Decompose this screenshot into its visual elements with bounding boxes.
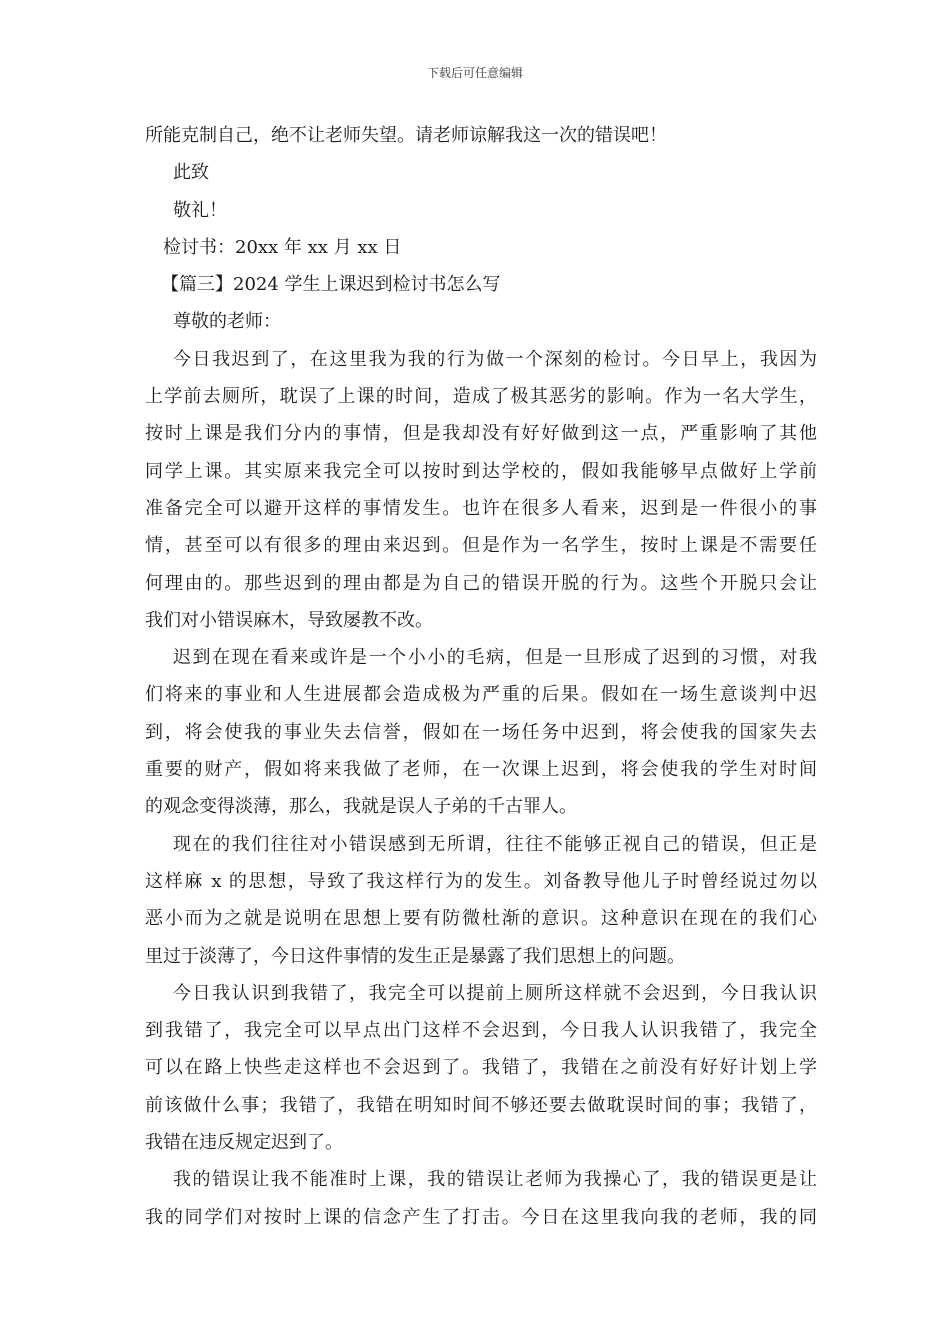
paragraph bbox=[145, 639, 817, 825]
text-line: 同学上课。其实原来我完全可以按时到达学校的，假如我能够早点做好上学前 bbox=[145, 460, 817, 482]
text-line: 上学前去厕所，耽误了上课的时间，造成了极其恶劣的影响。作为一名大学生， bbox=[145, 386, 817, 408]
closing-line: 敬礼！ bbox=[173, 199, 227, 221]
text-line: 前该做什么事；我错了，我错在明知时间不够还要去做耽误时间的事；我错了， bbox=[145, 1094, 817, 1116]
text-line: 现在的我们往往对小错误感到无所谓，往往不能够正视自己的错误，但正是 bbox=[173, 833, 817, 855]
text-line: 这样麻 x 的思想，导致了我这样行为的发生。刘备教导他儿子时曾经说过勿以 bbox=[145, 870, 817, 892]
text-line: 今日我迟到了，在这里我为我的行为做一个深刻的检讨。今日早上，我因为 bbox=[173, 348, 817, 370]
text-line: 我的同学们对按时上课的信念产生了打击。今日在这里我向我的老师，我的同 bbox=[145, 1206, 817, 1228]
paragraph bbox=[145, 1161, 817, 1236]
text-line: 到，将会使我的事业失去信誉，假如在一场任务中迟到，将会使我的国家失去 bbox=[145, 721, 817, 743]
text-line: 准备完全可以避开这样的事情发生。也许在很多人看来，迟到是一件很小的事 bbox=[145, 497, 817, 519]
text-line: 里过于淡薄了，今日这件事情的发生正是暴露了我们思想上的问题。 bbox=[145, 945, 685, 967]
section-title: 【篇三】2024 学生上课迟到检讨书怎么写 bbox=[161, 274, 501, 296]
text-line: 可以在路上快些走这样也不会迟到了。我错了，我错在之前没有好好计划上学 bbox=[145, 1057, 817, 1079]
text-line: 我的错误让我不能准时上课，我的错误让老师为我操心了，我的错误更是让 bbox=[173, 1169, 817, 1191]
text-line: 我错在违反规定迟到了。 bbox=[145, 1132, 343, 1154]
paragraph bbox=[145, 341, 817, 639]
text-line: 重要的财产，假如将来我做了老师，在一次课上迟到，将会使我的学生对时间 bbox=[145, 759, 817, 781]
closing-line: 此致 bbox=[173, 162, 209, 184]
salutation: 尊敬的老师： bbox=[173, 311, 281, 333]
text-line: 迟到在现在看来或许是一个小小的毛病，但是一旦形成了迟到的习惯，对我 bbox=[173, 647, 817, 669]
text-line: 今日我认识到我错了，我完全可以提前上厕所这样就不会迟到，今日我认识 bbox=[173, 982, 817, 1004]
paragraph bbox=[145, 826, 817, 975]
document-body bbox=[145, 117, 817, 1236]
text-line: 何理由的。那些迟到的理由都是为自己的错误开脱的行为。这些个开脱只会让 bbox=[145, 572, 817, 594]
text-line: 情，甚至可以有很多的理由来迟到。但是作为一名学生，按时上课是不需要任 bbox=[145, 535, 817, 557]
paragraph bbox=[145, 975, 817, 1161]
text-line: 的观念变得淡薄，那么，我就是误人子弟的千古罪人。 bbox=[145, 796, 577, 818]
text-line: 按时上课是我们分内的事情，但是我却没有好好做到这一点，严重影响了其他 bbox=[145, 423, 817, 445]
text-line: 所能克制自己，绝不让老师失望。请老师谅解我这一次的错误吧！ bbox=[145, 125, 667, 146]
signature-line: 检讨书：20xx 年 xx 月 xx 日 bbox=[163, 236, 402, 258]
text-line: 们将来的事业和人生进展都会造成极为严重的后果。假如在一场生意谈判中迟 bbox=[145, 684, 817, 706]
page-header: 下载后可任意编辑 bbox=[426, 66, 523, 80]
text-line: 我们对小错误麻木，导致屡教不改。 bbox=[145, 609, 433, 631]
text-line: 恶小而为之就是说明在思想上要有防微杜渐的意识。这种意识在现在的我们心 bbox=[145, 908, 817, 930]
text-line: 到我错了，我完全可以早点出门这样不会迟到，今日我人认识我错了，我完全 bbox=[145, 1020, 817, 1042]
